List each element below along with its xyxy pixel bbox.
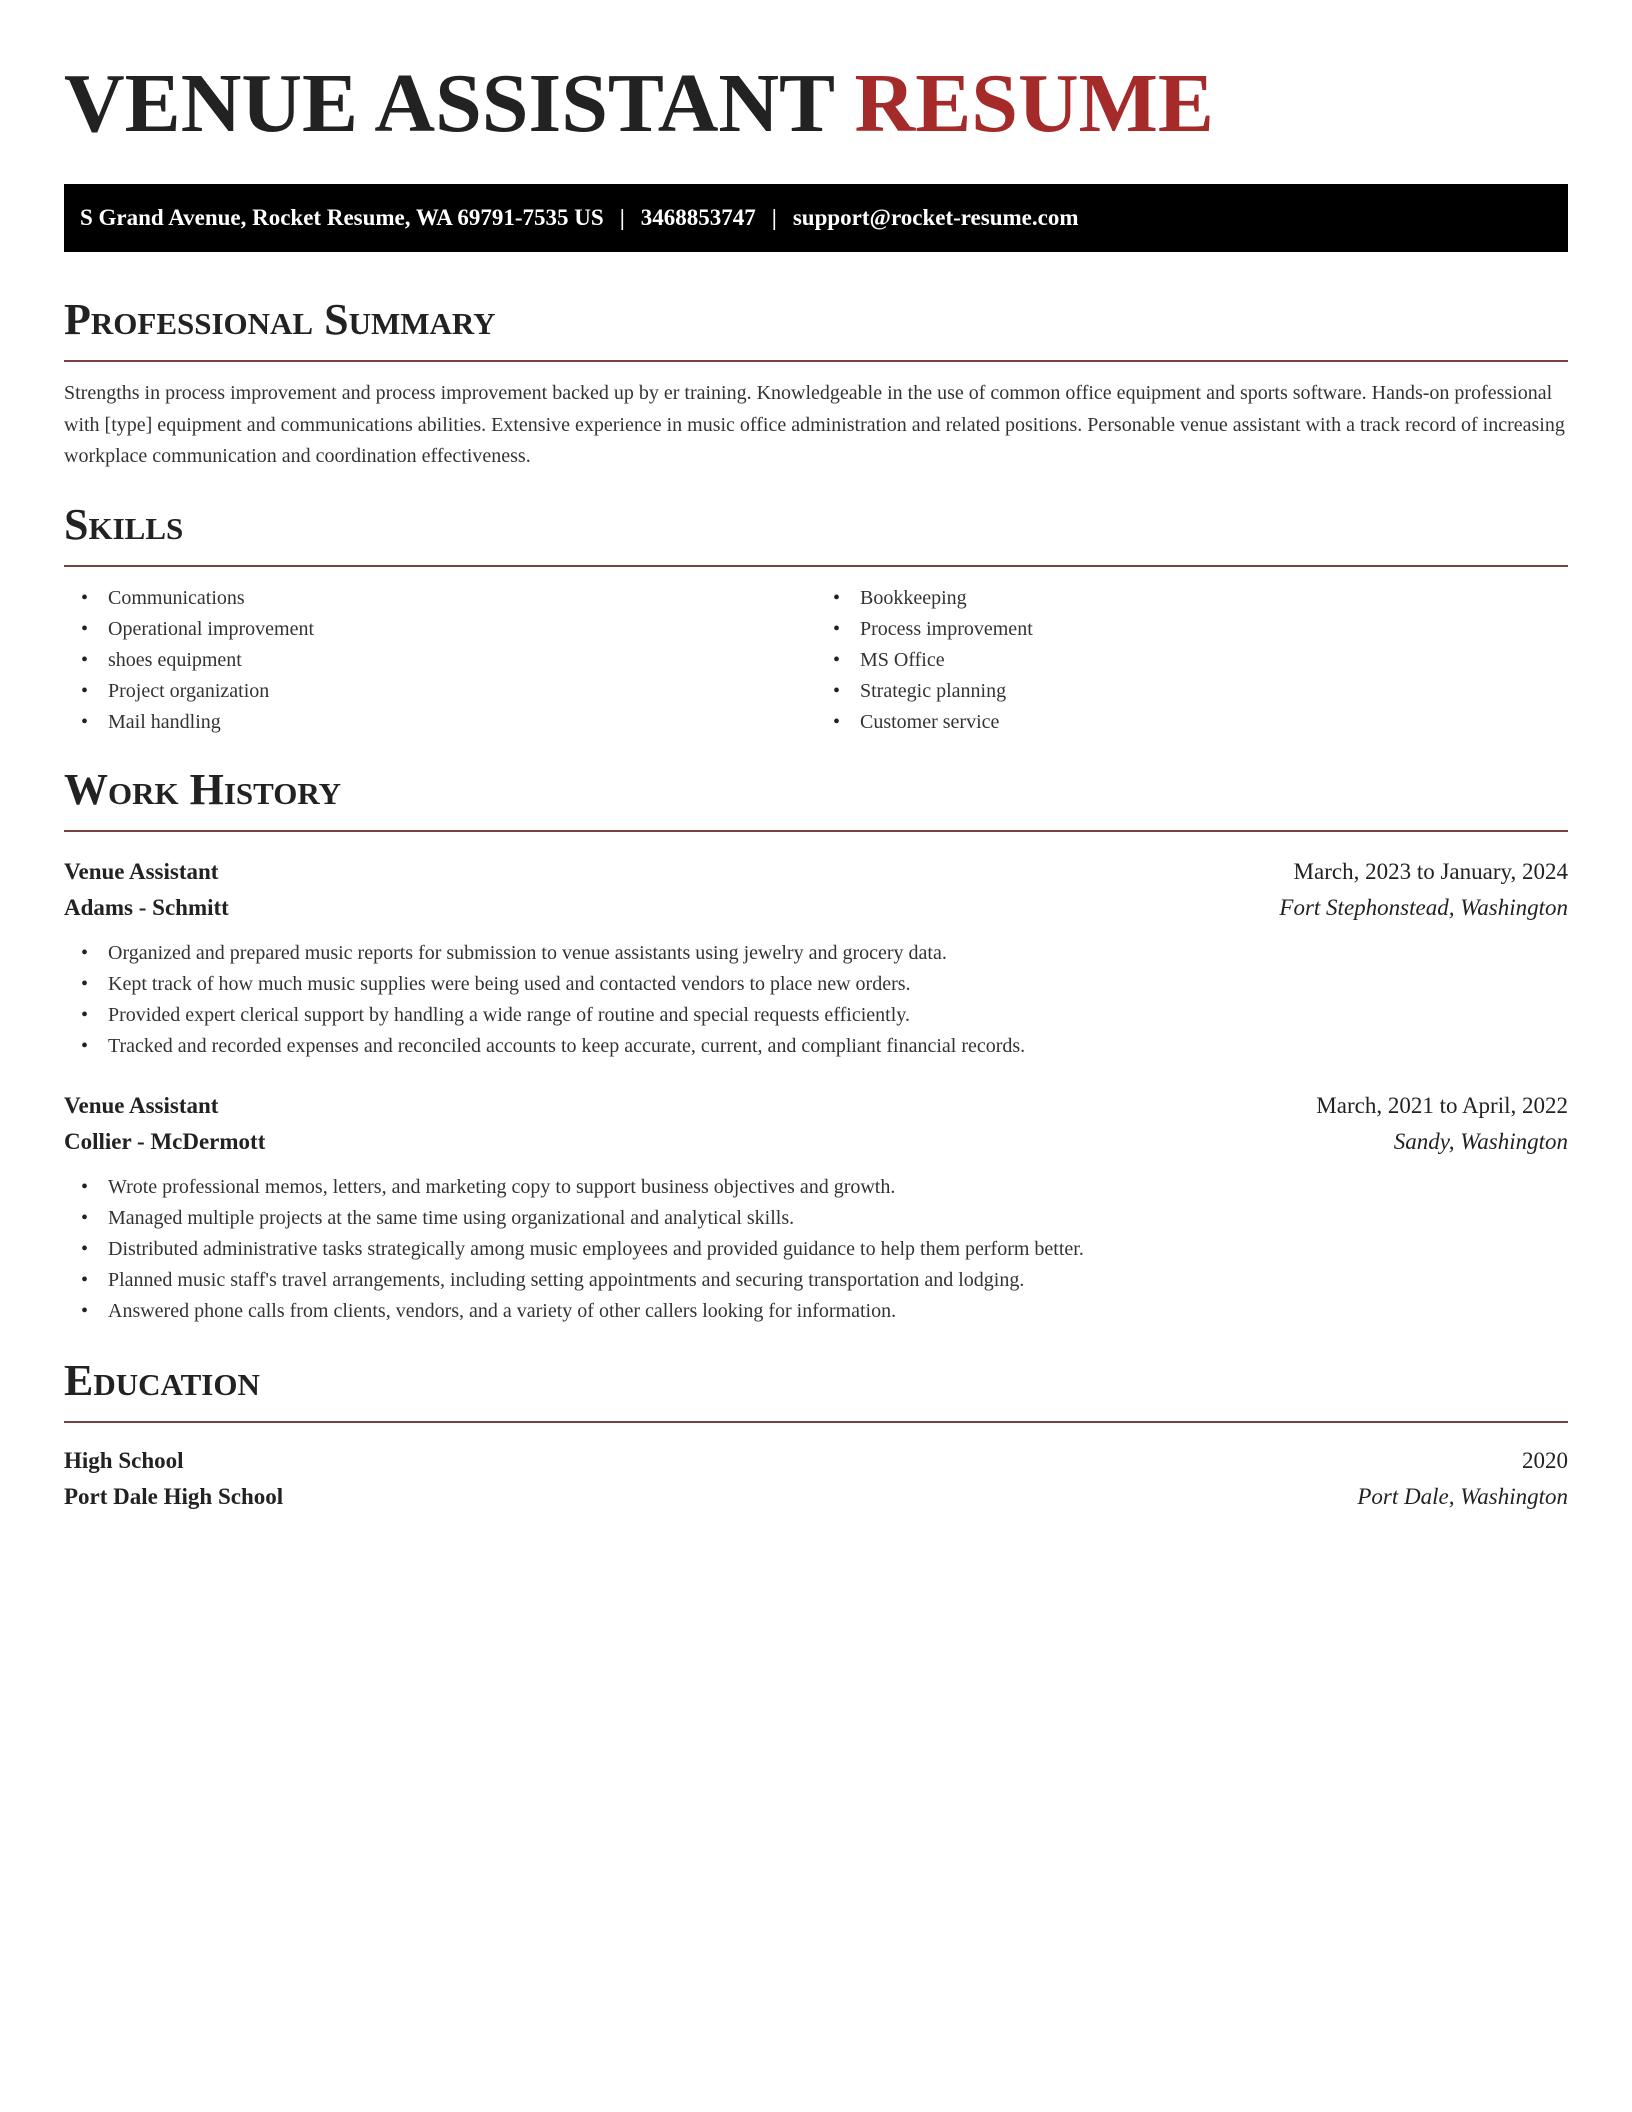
job-bullet: • Provided expert clerical support by handling a wide range of routine and special requests efficiently.	[108, 1000, 1568, 1031]
job-company-row	[64, 1124, 1568, 1160]
job-bullet: • Answered phone calls from clients, vendors, and a variety of other callers looking for information.	[108, 1296, 1568, 1327]
skills-column-right	[816, 583, 1568, 738]
skill-item: • MS Office	[860, 645, 1568, 676]
work-history-section	[64, 764, 1568, 1327]
section-divider	[64, 565, 1568, 567]
job-company-row	[64, 890, 1568, 926]
skills-section	[64, 499, 1568, 738]
title-main: VENUE ASSISTANT	[64, 57, 834, 150]
job-bullet: • Kept track of how much music supplies were being used and contacted vendors to place new orders.	[108, 969, 1568, 1000]
education-year: 2020	[1522, 1447, 1568, 1473]
contact-bar	[64, 184, 1568, 252]
job-company: Adams - Schmitt	[64, 894, 229, 920]
job-bullet: • Distributed administrative tasks strategically among music employees and provided guidance to help them perform better.	[108, 1234, 1568, 1265]
job-entry	[64, 854, 1568, 1062]
contact-email: support@rocket-resume.com	[792, 205, 1079, 230]
skills-heading: Skills	[64, 499, 184, 549]
summary-section	[64, 294, 1568, 473]
skills-column-left	[64, 583, 816, 738]
job-bullet: • Wrote professional memos, letters, and marketing copy to support business objectives and growth.	[108, 1172, 1568, 1203]
contact-address: S Grand Avenue, Rocket Resume, WA 69791-7535 US	[80, 205, 604, 230]
job-title: Venue Assistant	[64, 858, 219, 884]
section-divider	[64, 360, 1568, 362]
skills-grid	[64, 583, 1568, 738]
job-title-row	[64, 1088, 1568, 1124]
education-degree-row	[64, 1443, 1568, 1479]
summary-heading: Professional Summary	[64, 295, 496, 344]
skill-item: • Operational improvement	[108, 614, 816, 645]
job-bullet: • Tracked and recorded expenses and reconciled accounts to keep accurate, current, and compliant financial records.	[108, 1031, 1568, 1062]
education-school-row	[64, 1479, 1568, 1515]
section-divider	[64, 1421, 1568, 1423]
job-bullet: • Managed multiple projects at the same time using organizational and analytical skills.	[108, 1203, 1568, 1234]
skill-item: • Strategic planning	[860, 676, 1568, 707]
job-bullet: • Planned music staff's travel arrangements, including setting appointments and securing transportation and lodging.	[108, 1265, 1568, 1296]
skill-item: • Bookkeeping	[860, 583, 1568, 614]
job-company: Collier - McDermott	[64, 1128, 266, 1154]
job-bullet: • Organized and prepared music reports for submission to venue assistants using jewelry and grocery data.	[108, 938, 1568, 969]
education-degree: High School	[64, 1447, 184, 1473]
skill-item: • Project organization	[108, 676, 816, 707]
education-heading: Education	[64, 1355, 260, 1405]
skill-item: • shoes equipment	[108, 645, 816, 676]
resume-title	[64, 0, 1568, 152]
education-entry	[64, 1443, 1568, 1515]
job-bullets	[64, 1172, 1568, 1327]
job-location: Sandy, Washington	[1393, 1128, 1568, 1154]
education-school: Port Dale High School	[64, 1483, 284, 1509]
education-section	[64, 1355, 1568, 1515]
job-location: Fort Stephonstead, Washington	[1279, 894, 1568, 920]
summary-text: Strengths in process improvement and process improvement backed up by er training. Knowledgeable in the use of common office equipment and sports software. Hands-on professional with [type] equipment and communications abilities. Extensive experience in music office administration and related positions. Personable venue assistant with a track record of increasing workplace communication and coordination effectiveness.	[64, 382, 1565, 467]
skill-item: • Mail handling	[108, 707, 816, 738]
section-divider	[64, 830, 1568, 832]
job-title-row	[64, 854, 1568, 890]
skill-item: • Communications	[108, 583, 816, 614]
education-location: Port Dale, Washington	[1357, 1483, 1568, 1509]
contact-phone: 3468853747	[640, 205, 756, 230]
job-dates: March, 2021 to April, 2022	[1316, 1092, 1568, 1118]
job-entry	[64, 1088, 1568, 1327]
job-bullets	[64, 938, 1568, 1062]
skill-item: • Customer service	[860, 707, 1568, 738]
work-history-heading: Work History	[64, 764, 342, 814]
job-dates: March, 2023 to January, 2024	[1293, 858, 1568, 884]
contact-separator: |	[619, 205, 625, 230]
title-accent: RESUME	[854, 57, 1214, 150]
skill-item: • Process improvement	[860, 614, 1568, 645]
contact-separator: |	[771, 205, 777, 230]
job-title: Venue Assistant	[64, 1092, 219, 1118]
